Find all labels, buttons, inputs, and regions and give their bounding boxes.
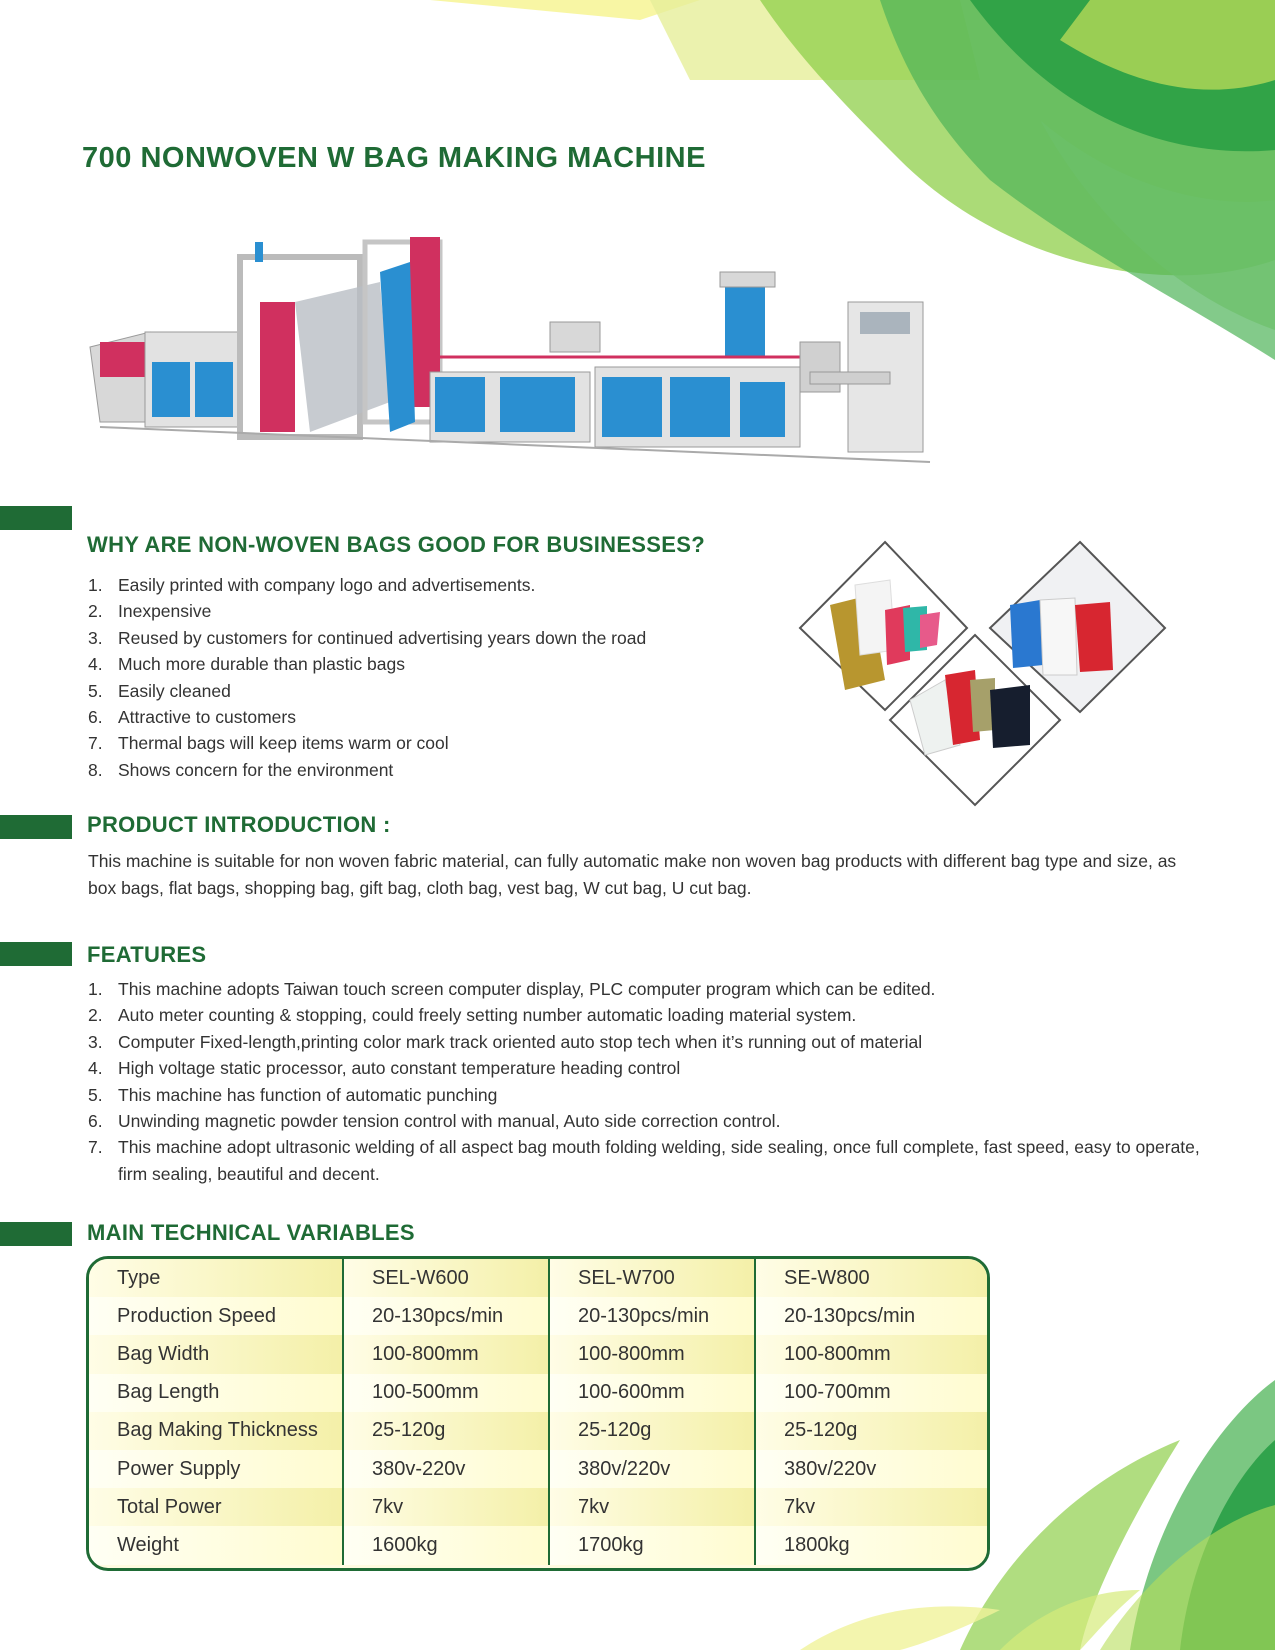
features-list <box>88 976 1208 1187</box>
table-cell: Bag Making Thickness <box>89 1412 343 1450</box>
table-cell: 100-500mm <box>343 1374 549 1412</box>
intro-heading: PRODUCT INTRODUCTION : <box>87 812 391 837</box>
list-item: 1. Easily printed with company logo and advertisements. <box>88 575 536 595</box>
list-item: 5. This machine has function of automatic punching <box>88 1084 498 1105</box>
list-item: 8. Shows concern for the environment <box>88 759 394 780</box>
table-cell: 380v/220v <box>755 1450 987 1488</box>
table-cell: 100-700mm <box>755 1374 987 1412</box>
table-cell: 1700kg <box>549 1526 755 1564</box>
table-cell: 1800kg <box>755 1526 987 1564</box>
table-cell: 20-130pcs/min <box>549 1297 755 1335</box>
table-cell: SE-W800 <box>755 1259 987 1297</box>
intro-text: This machine is suitable for non woven fabric material, can fully automatic make non woven bag products with different bag type and size, as box bags, flat bags, shopping bag, gift bag, cloth bag, vest bag, W cut bag, U cut bag. <box>88 851 1177 898</box>
section-marker <box>0 1222 72 1246</box>
list-item: 4. High voltage static processor, auto constant temperature heading control <box>88 1058 681 1079</box>
table-row <box>89 1374 987 1412</box>
table-cell: 380v-220v <box>343 1450 549 1488</box>
table-cell: Bag Width <box>89 1335 343 1373</box>
table-row <box>89 1335 987 1373</box>
page-title: 700 NONWOVEN W BAG MAKING MACHINE <box>82 142 706 174</box>
table-cell: Type <box>89 1259 343 1297</box>
table-cell: 25-120g <box>343 1412 549 1450</box>
table-cell: 380v/220v <box>549 1450 755 1488</box>
table-cell: Power Supply <box>89 1450 343 1488</box>
nonwoven-bags-image <box>795 540 1175 830</box>
table-cell: 20-130pcs/min <box>343 1297 549 1335</box>
table-cell: Total Power <box>89 1488 343 1526</box>
list-item: 3. Computer Fixed-length,printing color mark track oriented auto stop tech when it’s running out of material <box>88 1031 923 1052</box>
table-cell: SEL-W600 <box>343 1259 549 1297</box>
table-cell: Weight <box>89 1526 343 1564</box>
list-item: 4. Much more durable than plastic bags <box>88 654 405 675</box>
table-cell: 7kv <box>755 1488 987 1526</box>
why-list <box>88 572 646 783</box>
table-cell: 25-120g <box>549 1412 755 1450</box>
list-item: 6. Attractive to customers <box>88 706 296 727</box>
table-row <box>89 1450 987 1488</box>
table-cell: 7kv <box>549 1488 755 1526</box>
table-row <box>89 1412 987 1450</box>
table-cell: 100-600mm <box>549 1374 755 1412</box>
list-item: 7. Thermal bags will keep items warm or cool <box>88 733 449 754</box>
section-marker <box>0 506 72 530</box>
table-row <box>89 1526 987 1564</box>
list-item: 5. Easily cleaned <box>88 680 231 701</box>
section-marker <box>0 815 72 839</box>
list-item: 2. Inexpensive <box>88 601 212 622</box>
table-cell: SEL-W700 <box>549 1259 755 1297</box>
list-item: 2. Auto meter counting & stopping, could freely setting number automatic loading material system. <box>88 1005 857 1026</box>
table-cell: 100-800mm <box>549 1335 755 1373</box>
table-cell: 100-800mm <box>343 1335 549 1373</box>
bag-making-machine-image <box>80 222 980 492</box>
table-cell: 20-130pcs/min <box>755 1297 987 1335</box>
table-cell: 1600kg <box>343 1526 549 1564</box>
table-row <box>89 1488 987 1526</box>
why-heading: WHY ARE NON-WOVEN BAGS GOOD FOR BUSINESSES? <box>87 532 705 557</box>
list-item: 1. This machine adopts Taiwan touch screen computer display, PLC computer program which can be edited. <box>88 979 936 999</box>
list-item: 6. Unwinding magnetic powder tension control with manual, Auto side correction control. <box>88 1110 781 1131</box>
table-cell: 7kv <box>343 1488 549 1526</box>
list-item: 7. This machine adopt ultrasonic welding of all aspect bag mouth folding welding, side sealing, once full complete, fast speed, easy to operate, firm sealing, beautiful and decent. <box>88 1137 1200 1184</box>
list-item: 3. Reused by customers for continued advertising years down the road <box>88 627 647 648</box>
features-heading: FEATURES <box>87 942 207 967</box>
table-cell: 100-800mm <box>755 1335 987 1373</box>
table-cell: Production Speed <box>89 1297 343 1335</box>
section-marker <box>0 942 72 966</box>
table-cell: 25-120g <box>755 1412 987 1450</box>
tech-heading: MAIN TECHNICAL VARIABLES <box>87 1220 415 1245</box>
table-row <box>89 1297 987 1335</box>
tech-specs-table <box>86 1256 990 1571</box>
table-cell: Bag Length <box>89 1374 343 1412</box>
table-row <box>89 1259 987 1297</box>
